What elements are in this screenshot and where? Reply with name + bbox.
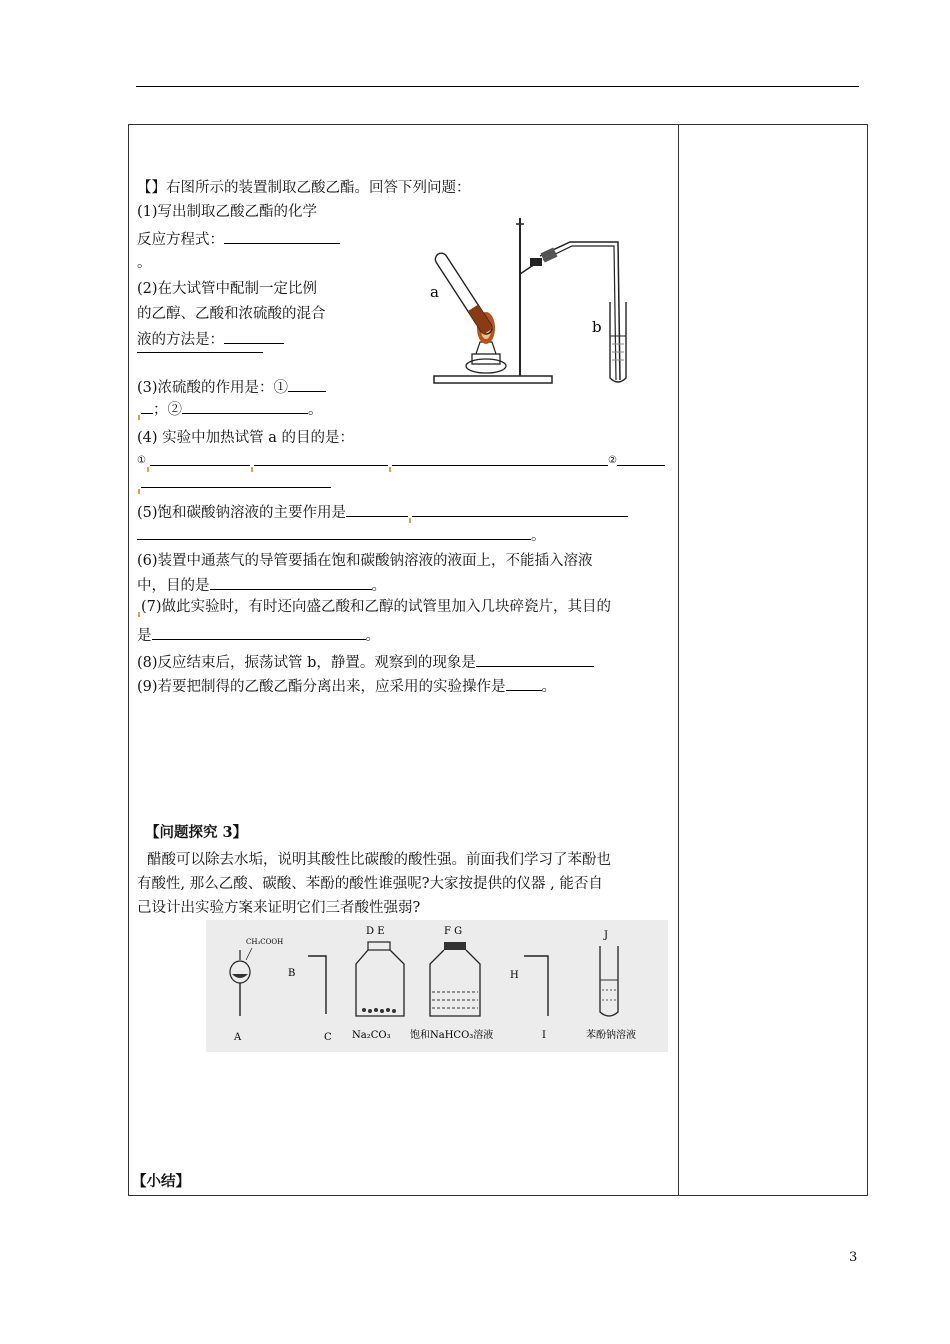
q3-line1: (3)浓硫酸的作用是：① [137, 377, 326, 398]
q7-line2: 是 。 [137, 625, 380, 646]
label-na2co3: Na₂CO₃ [352, 1030, 391, 1041]
label-DE: D E [366, 926, 385, 937]
q4-answer-blank-1a[interactable] [150, 451, 250, 466]
q4-line1: (4) 实验中加热试管 a 的目的是： [137, 430, 355, 446]
q2-answer-blank-2[interactable] [137, 338, 263, 353]
q5-line1: (5)饱和碳酸钠溶液的主要作用是 [137, 502, 628, 523]
q5-answer-blank-2[interactable] [137, 525, 531, 540]
label-nahco3: 饱和NaHCO₃溶液 [410, 1030, 494, 1041]
q4-answer-blank-1c[interactable] [392, 451, 608, 466]
label-H: H [510, 970, 519, 981]
q8-line: (8)反应结束后，振荡试管 b，静置。观察到的现象是 [137, 652, 594, 673]
q3-answer-blank-2[interactable] [182, 399, 308, 414]
q1-line2: 反应方程式： [137, 229, 340, 250]
label-B: B [288, 968, 296, 979]
question-intro: 【】右图所示的装置制取乙酸乙酯。回答下列问题： [137, 180, 471, 196]
inquiry-3-para-1: 醋酸可以除去水垢，说明其酸性比碳酸的酸性强。前面我们学习了苯酚也 [147, 852, 611, 868]
q1-line3: 。 [137, 255, 152, 271]
label-FG: F G [444, 926, 463, 937]
notes-column-divider [678, 124, 679, 1196]
summary-title: 【小结】 [132, 1173, 190, 1190]
q5-answer-blank-1a[interactable] [346, 502, 408, 517]
q2-line4 [137, 338, 263, 359]
label-phenolate: 苯酚钠溶液 [586, 1030, 636, 1041]
label-A: A [234, 1032, 242, 1043]
q3-answer-blank-1b[interactable] [141, 399, 153, 414]
q2-line2: 的乙醇、乙酸和浓硫酸的混合 [137, 306, 326, 322]
inquiry-3-title: 【问题探究 3】 [145, 824, 248, 841]
q2-line1: (2)在大试管中配制一定比例 [137, 281, 318, 297]
q3-line2: ；② 。 [137, 399, 323, 420]
q4-line3 [137, 473, 331, 494]
q5-line2: 。 [137, 525, 546, 546]
header-rule [136, 86, 859, 87]
q5-answer-blank-1b[interactable] [412, 502, 628, 517]
acidity-apparatus-figure [206, 920, 668, 1052]
q6-line1: (6)装置中通蒸气的导管要插在饱和碳酸钠溶液的液面上，不能插入溶液 [137, 553, 593, 569]
label-C: C [324, 1032, 332, 1043]
label-tube-a: a [430, 283, 439, 301]
q9-line: (9)若要把制得的乙酸乙酯分离出来，应采用的实验操作是 。 [137, 676, 556, 697]
q4-line2: ① ② [137, 451, 665, 472]
q3-answer-blank-1[interactable] [288, 377, 326, 392]
label-I: I [542, 1030, 546, 1041]
q7-line1: (7)做此实验时，有时还向盛乙酸和乙醇的试管里加入几块碎瓷片，其目的 [137, 597, 611, 617]
inquiry-3-para-3: 己设计出实验方案来证明它们三者酸性强弱? [137, 900, 421, 916]
q1-line1: (1)写出制取乙酸乙酯的化学 [137, 204, 318, 220]
q4-answer-blank-2a[interactable] [617, 451, 665, 466]
q6-answer-blank[interactable] [210, 575, 372, 590]
ester-apparatus-figure [420, 212, 660, 390]
inquiry-3-para-2: 有酸性, 那么乙酸、碳酸、苯酚的酸性谁强呢?大家按提供的仪器 , 能否自 [137, 876, 603, 892]
q1-answer-blank[interactable] [224, 229, 340, 244]
label-tube-b: b [592, 318, 602, 336]
q4-answer-blank-2b[interactable] [141, 473, 331, 488]
q6-line2: 中，目的是 。 [137, 575, 386, 596]
q8-answer-blank[interactable] [476, 652, 594, 667]
q9-answer-blank[interactable] [506, 676, 542, 691]
q2-line3: 液的方法是： [137, 329, 284, 350]
page-number: 3 [849, 1250, 858, 1265]
q7-answer-blank[interactable] [152, 625, 366, 640]
label-J: J [604, 930, 609, 941]
label-ch3cooh: CH₃COOH [246, 938, 284, 946]
q4-answer-blank-1b[interactable] [254, 451, 388, 466]
